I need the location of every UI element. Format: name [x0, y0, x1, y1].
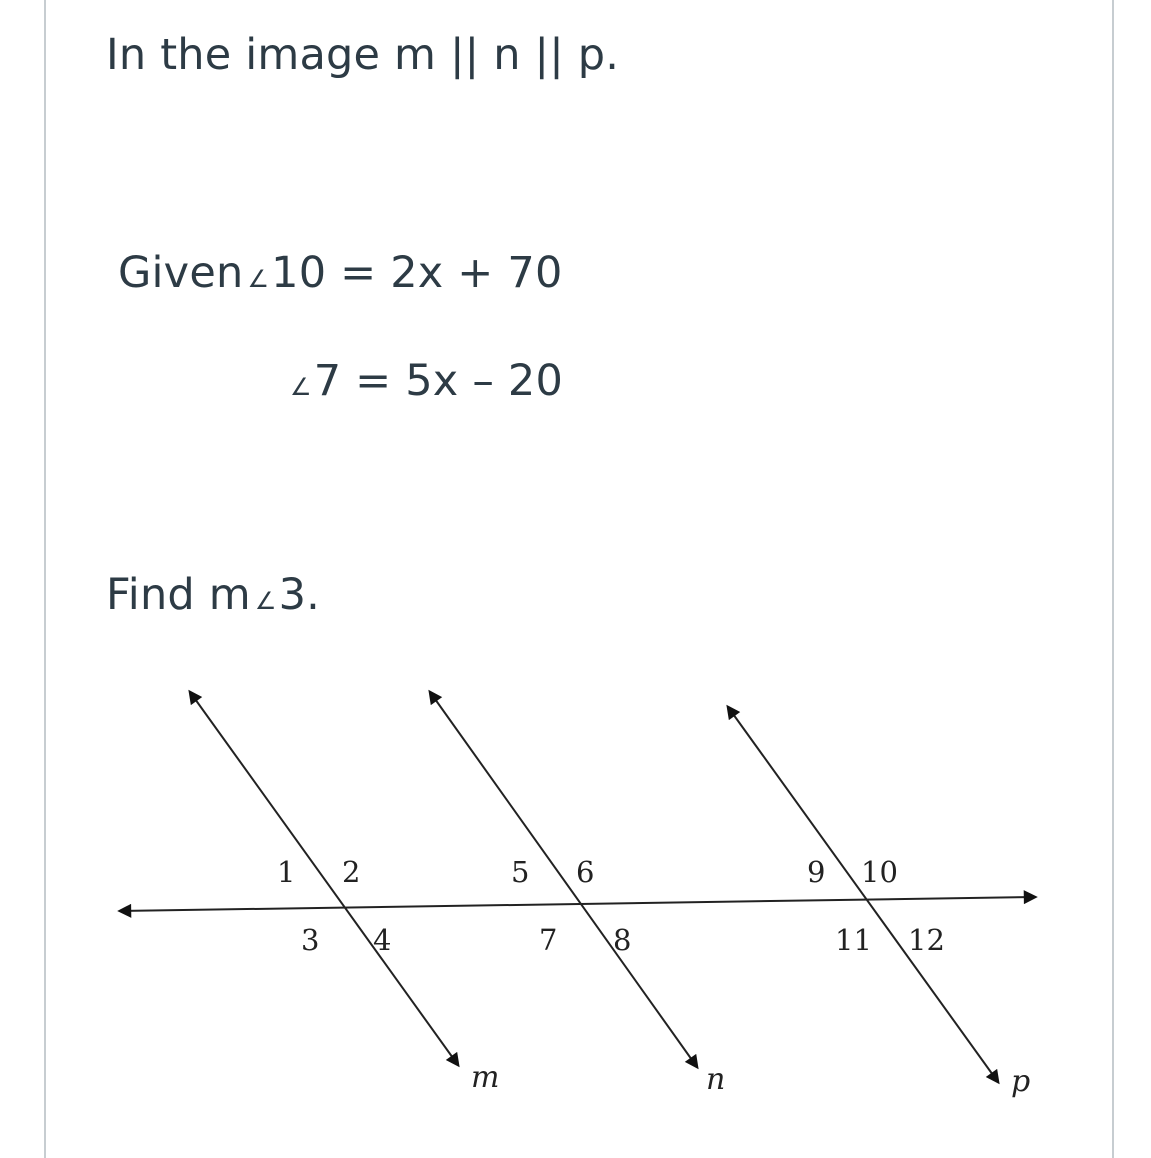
angle-label-11: 11 [835, 923, 872, 957]
line-name-m: m [471, 1060, 500, 1095]
angle-icon: ∠ [254, 587, 277, 615]
question-suffix: 3. [278, 570, 321, 620]
angle-label-12: 12 [908, 923, 945, 957]
angle-label-2: 2 [342, 855, 361, 889]
line-p [728, 707, 998, 1082]
angle-label-7: 7 [539, 923, 558, 957]
angle-label-6: 6 [576, 855, 595, 889]
angle-icon: ∠ [290, 373, 312, 401]
angle-label-4: 4 [373, 923, 392, 957]
angle-label-3: 3 [301, 923, 320, 957]
angle-label-1: 1 [277, 855, 296, 889]
line-n [430, 692, 697, 1067]
angle-label-8: 8 [613, 923, 632, 957]
question-prefix: Find m [106, 570, 251, 620]
line-name-p: p [1011, 1064, 1031, 1099]
angle-10-equation: 10 = 2x + 70 [271, 248, 563, 298]
line-name-n: n [706, 1062, 726, 1097]
angle-label-5: 5 [511, 855, 530, 889]
angle-icon: ∠ [247, 265, 270, 293]
angle-label-9: 9 [807, 855, 826, 889]
given-label: Given [118, 248, 244, 298]
line-m [190, 692, 458, 1065]
problem-intro: In the image m || n || p. [106, 30, 620, 80]
angle-label-10: 10 [861, 855, 898, 889]
angle-7-equation: 7 = 5x – 20 [313, 356, 564, 406]
